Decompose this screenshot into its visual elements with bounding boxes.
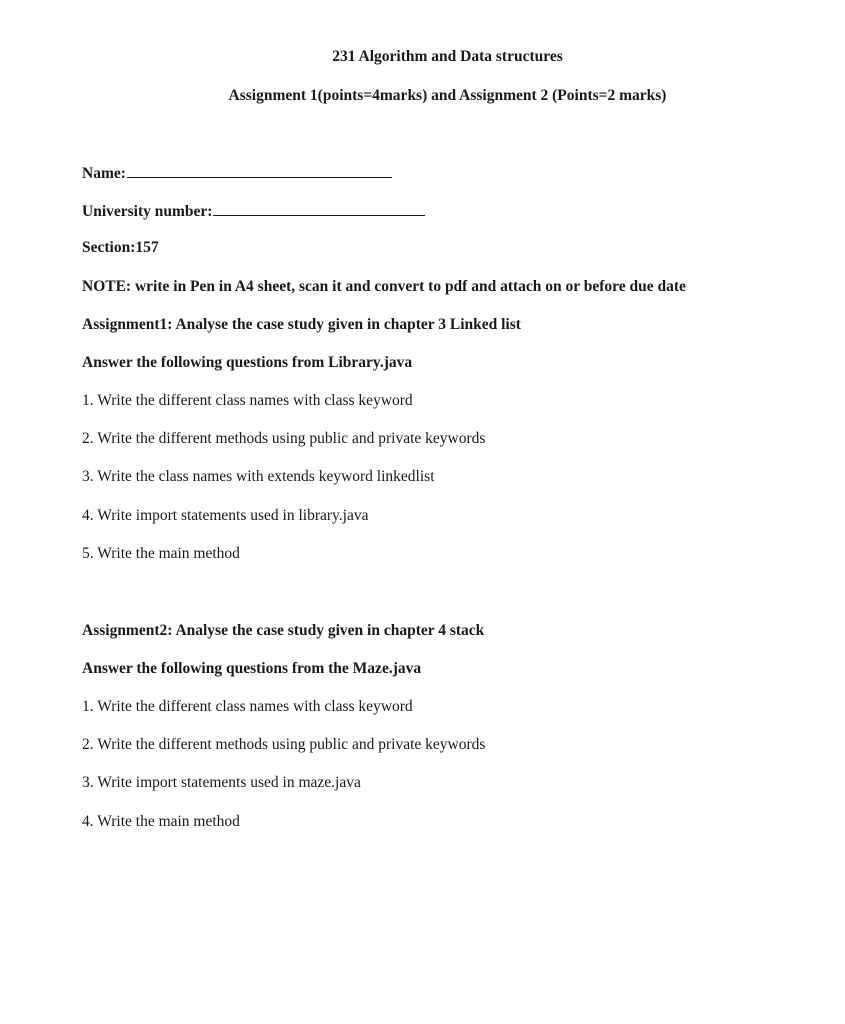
university-number-field bbox=[82, 201, 425, 221]
section-label: Section:157 bbox=[82, 239, 159, 256]
assignment2-question: 1. Write the different class names with class keyword bbox=[82, 698, 413, 715]
assignment2-heading: Assignment2: Analyse the case study given in chapter 4 stack bbox=[82, 622, 485, 639]
assignment1-question: 1. Write the different class names with class keyword bbox=[82, 392, 413, 409]
document-title: 231 Algorithm and Data structures bbox=[332, 48, 563, 65]
assignment2-question: 2. Write the different methods using public and private keywords bbox=[82, 736, 486, 753]
assignment1-question: 2. Write the different methods using public and private keywords bbox=[82, 430, 486, 447]
note-text: NOTE: write in Pen in A4 sheet, scan it and convert to pdf and attach on or before due date bbox=[82, 278, 686, 295]
document-subtitle: Assignment 1(points=4marks) and Assignment 2 (Points=2 marks) bbox=[228, 87, 667, 104]
assignment1-heading: Assignment1: Analyse the case study given in chapter 3 Linked list bbox=[82, 316, 521, 333]
assignment1-question: 5. Write the main method bbox=[82, 545, 240, 562]
assignment1-question: 4. Write import statements used in library.java bbox=[82, 507, 369, 524]
assignment2-question: 4. Write the main method bbox=[82, 813, 240, 830]
university-number-label: University number: bbox=[82, 203, 213, 220]
assignment2-instruction: Answer the following questions from the Maze.java bbox=[82, 660, 422, 677]
name-label: Name: bbox=[82, 165, 126, 182]
name-field bbox=[82, 163, 392, 183]
university-number-blank-line bbox=[213, 201, 425, 216]
assignment1-instruction: Answer the following questions from Library.java bbox=[82, 354, 413, 371]
assignment1-question: 3. Write the class names with extends keyword linkedlist bbox=[82, 468, 435, 485]
name-blank-line bbox=[127, 163, 392, 178]
assignment2-question: 3. Write import statements used in maze.java bbox=[82, 774, 361, 791]
